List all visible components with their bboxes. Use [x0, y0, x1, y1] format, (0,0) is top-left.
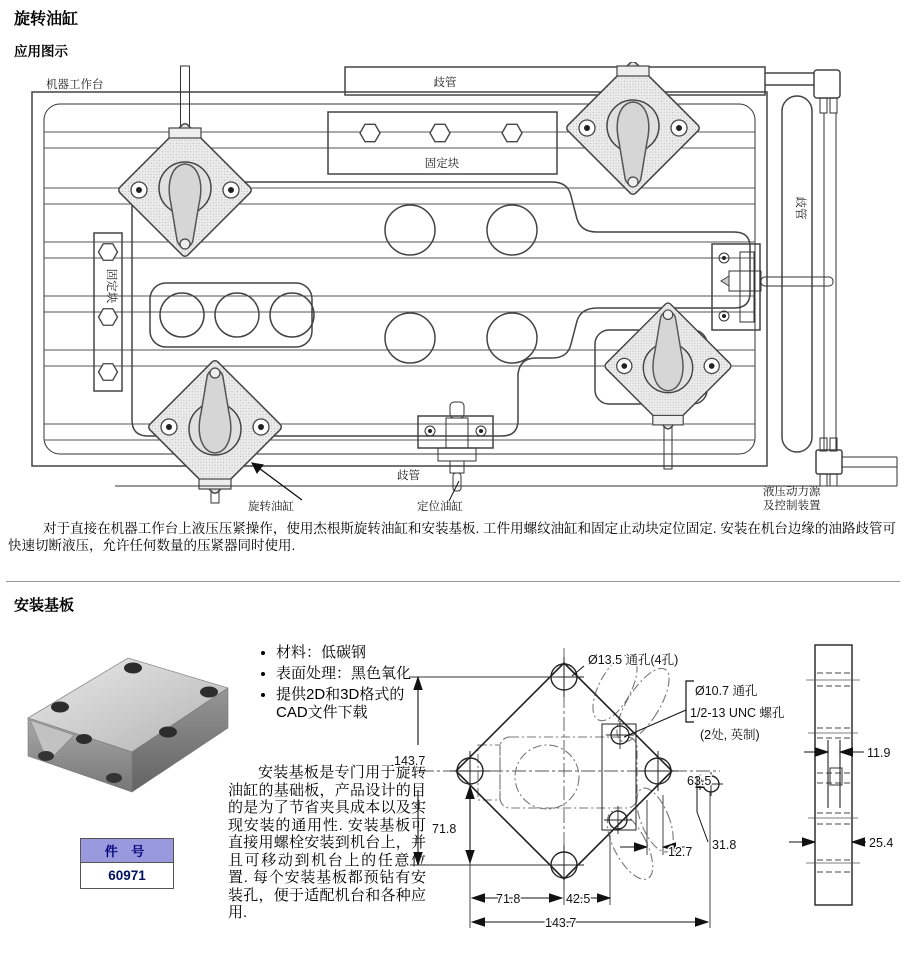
dim-total-height: 143.7 [394, 754, 426, 768]
page-title: 旋转油缸 [14, 11, 79, 28]
part-number-value: 60971 [81, 863, 174, 889]
note-thru-4: Ø13.5 通孔(4孔) [588, 653, 679, 667]
manifold-right-strip [782, 96, 812, 452]
note-thru-1: Ø10.7 通孔 [695, 684, 758, 698]
application-heading: 应用图示 [14, 44, 68, 59]
application-diagram [0, 62, 907, 514]
positioning-cylinder-right [712, 244, 833, 330]
dimension-drawing [390, 628, 907, 957]
application-paragraph: 对于直接在机器工作台上液压压紧操作，使用杰根斯旋转油缸和安装基板. 工件用螺纹油缸和固定止动块定位固定. 安装在机台边缘的油路歧管可快速切断液压，允许任何数量的压紧器同时使用. [8, 521, 896, 553]
part-number-header: 件 号 [81, 839, 174, 863]
spec-material: • 材料：低碳钢 [276, 644, 434, 662]
dim-side-25-4: 25.4 [869, 836, 894, 850]
rotary-clamp-bottom-left [147, 359, 283, 495]
label-hydraulic-1: 液压动力源 [763, 486, 821, 498]
positioning-cylinder-bottom [418, 402, 493, 491]
manifold-top-bar [345, 67, 765, 95]
label-rotary-cylinder: 旋转油缸 [248, 501, 294, 513]
dim-bottom-total: 143.7 [545, 916, 577, 930]
manifold-elbow [814, 70, 840, 98]
note-unc-2: (2处, 英制) [700, 728, 760, 742]
phantom-clamp-outline [478, 649, 681, 886]
side-view [789, 645, 893, 905]
label-hydraulic-2: 及控制装置 [763, 500, 821, 512]
part-number-table [80, 838, 174, 889]
dim-63-5: 63.5 [687, 774, 712, 788]
dim-31-8: 31.8 [712, 838, 737, 852]
rotary-clamp-top-left [117, 122, 253, 258]
spec-cad: • 提供2D和3D格式的CAD文件下载 [276, 686, 434, 722]
label-fixed-block-top: 固定块 [424, 158, 460, 170]
label-manifold-right: 歧管 [794, 196, 806, 220]
label-machine-table: 机器工作台 [46, 79, 104, 91]
section-divider [6, 581, 900, 582]
dim-12-7: 12.7 [668, 845, 693, 859]
dim-bottom-42-5: 42.5 [566, 892, 591, 906]
label-manifold-top: 歧管 [433, 77, 457, 89]
product-photo [16, 640, 236, 812]
dim-side-11-9: 11.9 [867, 746, 891, 760]
label-manifold-bottom: 歧管 [397, 470, 420, 482]
dim-half-height: 71.8 [432, 822, 457, 836]
base-plate-heading: 安装基板 [14, 597, 75, 614]
base-plate-paragraph: 安装基板是专门用于旋转油缸的基础板，产品设计的目的是为了节省夹具成本以及实现安装的通用性. 安装基板可直接用螺栓安装到机台上，并且可移动到机台上的任意位置. 每个安装基板都预钻有安装孔，便于适配机台和各种应用. [228, 764, 426, 921]
label-positioning-cylinder: 定位油缸 [417, 501, 463, 513]
spec-finish: • 表面处理：黑色氧化 [276, 665, 434, 683]
rotary-clamp-right [604, 302, 733, 431]
label-fixed-block-left: 固定块 [105, 268, 117, 304]
dim-bottom-71-8: 71.8 [496, 892, 521, 906]
rotary-clamp-top-right [565, 62, 701, 196]
note-unc-1: 1/2-13 UNC 螺孔 [690, 706, 785, 720]
